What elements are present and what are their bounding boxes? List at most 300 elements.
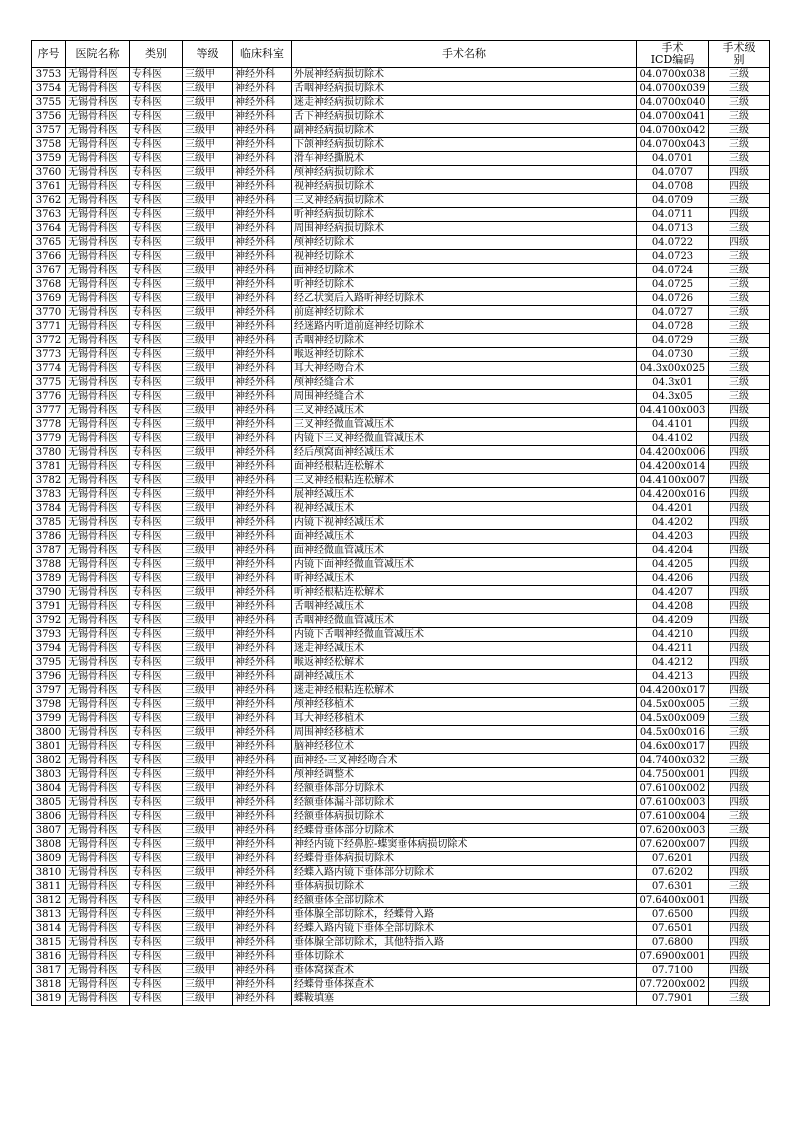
row-category: 专科医: [130, 698, 183, 712]
row-grade: 三级甲: [183, 96, 233, 110]
row-category: 专科医: [130, 768, 183, 782]
row-seq: 3813: [32, 908, 66, 922]
row-seq: 3759: [32, 152, 66, 166]
row-seq: 3807: [32, 824, 66, 838]
row-icd-code: 07.7901: [637, 992, 709, 1006]
row-seq: 3816: [32, 950, 66, 964]
row-dept: 神经外科: [233, 810, 292, 824]
row-seq: 3755: [32, 96, 66, 110]
row-seq: 3799: [32, 712, 66, 726]
row-icd-code: 07.6200x007: [637, 838, 709, 852]
row-icd-code: 04.4204: [637, 544, 709, 558]
row-surgery-name: 颅神经调整术: [292, 768, 637, 782]
row-surgery-name: 三叉神经微血管减压术: [292, 418, 637, 432]
row-grade: 三级甲: [183, 194, 233, 208]
row-grade: 三级甲: [183, 992, 233, 1006]
row-surgery-level: 四级: [709, 432, 770, 446]
row-icd-code: 04.0726: [637, 292, 709, 306]
row-surgery-name: 下颌神经病损切除术: [292, 138, 637, 152]
table-row: [32, 628, 770, 642]
row-grade: 三级甲: [183, 124, 233, 138]
row-surgery-name: 副神经病损切除术: [292, 124, 637, 138]
row-icd-code: 07.6301: [637, 880, 709, 894]
row-seq: 3803: [32, 768, 66, 782]
row-hospital: 无锡骨科医: [66, 376, 130, 390]
row-surgery-name: 副神经减压术: [292, 670, 637, 684]
row-hospital: 无锡骨科医: [66, 824, 130, 838]
row-surgery-level: 三级: [709, 880, 770, 894]
row-category: 专科医: [130, 600, 183, 614]
row-icd-code: 04.0700x039: [637, 82, 709, 96]
row-icd-code: 07.6800: [637, 936, 709, 950]
row-surgery-level: 三级: [709, 334, 770, 348]
row-surgery-level: 四级: [709, 544, 770, 558]
row-hospital: 无锡骨科医: [66, 432, 130, 446]
row-grade: 三级甲: [183, 670, 233, 684]
row-surgery-name: 舌下神经病损切除术: [292, 110, 637, 124]
row-surgery-level: 四级: [709, 530, 770, 544]
row-grade: 三级甲: [183, 964, 233, 978]
row-icd-code: 04.7500x001: [637, 768, 709, 782]
row-grade: 三级甲: [183, 740, 233, 754]
row-surgery-name: 迷走神经减压术: [292, 642, 637, 656]
row-surgery-level: 三级: [709, 810, 770, 824]
row-seq: 3777: [32, 404, 66, 418]
row-surgery-level: 三级: [709, 110, 770, 124]
row-surgery-name: 垂体腺全部切除术，其他特指入路: [292, 936, 637, 950]
row-icd-code: 04.0713: [637, 222, 709, 236]
row-surgery-level: 四级: [709, 950, 770, 964]
row-hospital: 无锡骨科医: [66, 320, 130, 334]
row-grade: 三级甲: [183, 936, 233, 950]
row-dept: 神经外科: [233, 558, 292, 572]
row-dept: 神经外科: [233, 502, 292, 516]
table-row: [32, 488, 770, 502]
row-hospital: 无锡骨科医: [66, 950, 130, 964]
row-surgery-level: 三级: [709, 82, 770, 96]
row-surgery-level: 四级: [709, 572, 770, 586]
row-hospital: 无锡骨科医: [66, 768, 130, 782]
row-icd-code: 04.4200x016: [637, 488, 709, 502]
row-category: 专科医: [130, 880, 183, 894]
row-hospital: 无锡骨科医: [66, 264, 130, 278]
row-grade: 三级甲: [183, 292, 233, 306]
row-icd-code: 04.4101: [637, 418, 709, 432]
header-grade: 等级: [183, 41, 233, 68]
table-row: [32, 334, 770, 348]
row-category: 专科医: [130, 894, 183, 908]
row-hospital: 无锡骨科医: [66, 334, 130, 348]
row-dept: 神经外科: [233, 782, 292, 796]
table-row: [32, 908, 770, 922]
header-surgery-name: 手术名称: [292, 41, 637, 68]
row-category: 专科医: [130, 544, 183, 558]
row-surgery-name: 经蝶入路内镜下垂体部分切除术: [292, 866, 637, 880]
table-row: [32, 404, 770, 418]
row-icd-code: 04.0722: [637, 236, 709, 250]
row-icd-code: 04.4207: [637, 586, 709, 600]
row-surgery-name: 迷走神经根粘连松解术: [292, 684, 637, 698]
row-seq: 3798: [32, 698, 66, 712]
row-category: 专科医: [130, 950, 183, 964]
row-dept: 神经外科: [233, 740, 292, 754]
row-dept: 神经外科: [233, 110, 292, 124]
row-hospital: 无锡骨科医: [66, 698, 130, 712]
row-dept: 神经外科: [233, 264, 292, 278]
row-surgery-name: 舌咽神经微血管减压术: [292, 614, 637, 628]
row-surgery-level: 四级: [709, 502, 770, 516]
row-category: 专科医: [130, 726, 183, 740]
row-surgery-name: 面神经微血管减压术: [292, 544, 637, 558]
table-row: [32, 306, 770, 320]
row-category: 专科医: [130, 530, 183, 544]
row-grade: 三级甲: [183, 922, 233, 936]
row-category: 专科医: [130, 684, 183, 698]
table-row: [32, 796, 770, 810]
row-icd-code: 04.3x01: [637, 376, 709, 390]
row-icd-code: 04.4213: [637, 670, 709, 684]
row-category: 专科医: [130, 292, 183, 306]
row-category: 专科医: [130, 712, 183, 726]
row-seq: 3769: [32, 292, 66, 306]
row-hospital: 无锡骨科医: [66, 894, 130, 908]
row-grade: 三级甲: [183, 152, 233, 166]
row-surgery-level: 三级: [709, 152, 770, 166]
row-hospital: 无锡骨科医: [66, 754, 130, 768]
table-row: [32, 96, 770, 110]
row-icd-code: 04.4100x003: [637, 404, 709, 418]
row-surgery-level: 四级: [709, 796, 770, 810]
row-icd-code: 07.7200x002: [637, 978, 709, 992]
row-icd-code: 04.0725: [637, 278, 709, 292]
row-hospital: 无锡骨科医: [66, 782, 130, 796]
row-hospital: 无锡骨科医: [66, 152, 130, 166]
row-category: 专科医: [130, 488, 183, 502]
row-hospital: 无锡骨科医: [66, 810, 130, 824]
row-dept: 神经外科: [233, 474, 292, 488]
row-icd-code: 04.6x00x017: [637, 740, 709, 754]
row-surgery-name: 神经内镜下经鼻腔-蝶窦垂体病损切除术: [292, 838, 637, 852]
row-grade: 三级甲: [183, 838, 233, 852]
row-category: 专科医: [130, 376, 183, 390]
row-grade: 三级甲: [183, 614, 233, 628]
row-surgery-level: 四级: [709, 936, 770, 950]
row-surgery-level: 四级: [709, 446, 770, 460]
table-row: [32, 264, 770, 278]
row-surgery-name: 前庭神经切除术: [292, 306, 637, 320]
table-row: [32, 992, 770, 1006]
table-row: [32, 82, 770, 96]
row-surgery-name: 外展神经病损切除术: [292, 68, 637, 82]
row-surgery-name: 颅神经缝合术: [292, 376, 637, 390]
row-icd-code: 04.7400x032: [637, 754, 709, 768]
row-grade: 三级甲: [183, 306, 233, 320]
row-surgery-name: 经蝶入路内镜下垂体全部切除术: [292, 922, 637, 936]
table-row: [32, 530, 770, 544]
row-grade: 三级甲: [183, 390, 233, 404]
row-category: 专科医: [130, 278, 183, 292]
row-hospital: 无锡骨科医: [66, 670, 130, 684]
row-hospital: 无锡骨科医: [66, 446, 130, 460]
row-seq: 3763: [32, 208, 66, 222]
row-surgery-level: 三级: [709, 138, 770, 152]
row-dept: 神经外科: [233, 838, 292, 852]
row-category: 专科医: [130, 418, 183, 432]
row-surgery-name: 内镜下舌咽神经微血管减压术: [292, 628, 637, 642]
row-surgery-name: 垂体切除术: [292, 950, 637, 964]
row-grade: 三级甲: [183, 978, 233, 992]
row-dept: 神经外科: [233, 306, 292, 320]
row-surgery-level: 四级: [709, 516, 770, 530]
row-dept: 神经外科: [233, 726, 292, 740]
row-category: 专科医: [130, 250, 183, 264]
row-category: 专科医: [130, 432, 183, 446]
row-surgery-level: 四级: [709, 838, 770, 852]
row-surgery-name: 面神经根粘连松解术: [292, 460, 637, 474]
row-seq: 3795: [32, 656, 66, 670]
row-surgery-name: 视神经减压术: [292, 502, 637, 516]
row-dept: 神经外科: [233, 614, 292, 628]
row-icd-code: 07.6501: [637, 922, 709, 936]
row-seq: 3784: [32, 502, 66, 516]
row-grade: 三级甲: [183, 586, 233, 600]
row-seq: 3771: [32, 320, 66, 334]
row-seq: 3781: [32, 460, 66, 474]
row-seq: 3783: [32, 488, 66, 502]
row-surgery-name: 耳大神经吻合术: [292, 362, 637, 376]
row-icd-code: 07.7100: [637, 964, 709, 978]
row-hospital: 无锡骨科医: [66, 544, 130, 558]
row-dept: 神经外科: [233, 852, 292, 866]
row-hospital: 无锡骨科医: [66, 600, 130, 614]
row-surgery-level: 三级: [709, 222, 770, 236]
row-grade: 三级甲: [183, 754, 233, 768]
table-row: [32, 572, 770, 586]
row-category: 专科医: [130, 922, 183, 936]
row-grade: 三级甲: [183, 558, 233, 572]
row-surgery-level: 四级: [709, 866, 770, 880]
row-grade: 三级甲: [183, 208, 233, 222]
row-category: 专科医: [130, 964, 183, 978]
row-seq: 3801: [32, 740, 66, 754]
row-surgery-level: 三级: [709, 726, 770, 740]
row-seq: 3818: [32, 978, 66, 992]
row-seq: 3787: [32, 544, 66, 558]
table-row: [32, 474, 770, 488]
row-dept: 神经外科: [233, 950, 292, 964]
table-row: [32, 950, 770, 964]
table-row: [32, 726, 770, 740]
row-grade: 三级甲: [183, 250, 233, 264]
row-hospital: 无锡骨科医: [66, 180, 130, 194]
row-seq: 3794: [32, 642, 66, 656]
row-surgery-level: 四级: [709, 488, 770, 502]
row-grade: 三级甲: [183, 698, 233, 712]
row-dept: 神经外科: [233, 362, 292, 376]
row-category: 专科医: [130, 642, 183, 656]
row-icd-code: 04.4206: [637, 572, 709, 586]
row-category: 专科医: [130, 166, 183, 180]
row-surgery-level: 四级: [709, 236, 770, 250]
header-category: 类别: [130, 41, 183, 68]
header-dept: 临床科室: [233, 41, 292, 68]
row-hospital: 无锡骨科医: [66, 558, 130, 572]
table-row: [32, 446, 770, 460]
row-hospital: 无锡骨科医: [66, 138, 130, 152]
row-seq: 3760: [32, 166, 66, 180]
table-row: [32, 642, 770, 656]
table-row: [32, 250, 770, 264]
row-grade: 三级甲: [183, 908, 233, 922]
row-category: 专科医: [130, 838, 183, 852]
row-hospital: 无锡骨科医: [66, 726, 130, 740]
row-surgery-level: 四级: [709, 628, 770, 642]
row-surgery-name: 颅神经病损切除术: [292, 166, 637, 180]
row-icd-code: 04.4203: [637, 530, 709, 544]
row-surgery-name: 颅神经移植术: [292, 698, 637, 712]
row-grade: 三级甲: [183, 166, 233, 180]
row-category: 专科医: [130, 236, 183, 250]
row-category: 专科医: [130, 558, 183, 572]
row-surgery-level: 四级: [709, 586, 770, 600]
row-dept: 神经外科: [233, 600, 292, 614]
row-category: 专科医: [130, 222, 183, 236]
row-surgery-name: 经蝶骨垂体部分切除术: [292, 824, 637, 838]
row-grade: 三级甲: [183, 474, 233, 488]
row-seq: 3766: [32, 250, 66, 264]
row-hospital: 无锡骨科医: [66, 502, 130, 516]
row-surgery-level: 四级: [709, 642, 770, 656]
row-icd-code: 04.0729: [637, 334, 709, 348]
row-category: 专科医: [130, 446, 183, 460]
row-icd-code: 04.4100x007: [637, 474, 709, 488]
row-seq: 3775: [32, 376, 66, 390]
row-surgery-level: 三级: [709, 250, 770, 264]
row-hospital: 无锡骨科医: [66, 712, 130, 726]
table-row: [32, 936, 770, 950]
row-dept: 神经外科: [233, 404, 292, 418]
row-hospital: 无锡骨科医: [66, 488, 130, 502]
row-dept: 神经外科: [233, 936, 292, 950]
row-dept: 神经外科: [233, 278, 292, 292]
row-seq: 3774: [32, 362, 66, 376]
row-surgery-level: 三级: [709, 348, 770, 362]
row-seq: 3785: [32, 516, 66, 530]
row-dept: 神经外科: [233, 152, 292, 166]
row-surgery-level: 三级: [709, 68, 770, 82]
row-surgery-name: 颅神经切除术: [292, 236, 637, 250]
header-hospital: 医院名称: [66, 41, 130, 68]
row-grade: 三级甲: [183, 600, 233, 614]
table-row: [32, 614, 770, 628]
row-surgery-name: 视神经切除术: [292, 250, 637, 264]
row-icd-code: 04.4202: [637, 516, 709, 530]
row-dept: 神经外科: [233, 208, 292, 222]
row-surgery-level: 四级: [709, 180, 770, 194]
row-icd-code: 04.4210: [637, 628, 709, 642]
table-row: [32, 600, 770, 614]
row-category: 专科医: [130, 138, 183, 152]
row-hospital: 无锡骨科医: [66, 922, 130, 936]
row-surgery-name: 垂体窝探查术: [292, 964, 637, 978]
row-dept: 神经外科: [233, 586, 292, 600]
row-icd-code: 04.4201: [637, 502, 709, 516]
row-hospital: 无锡骨科医: [66, 348, 130, 362]
row-grade: 三级甲: [183, 222, 233, 236]
row-surgery-level: 四级: [709, 166, 770, 180]
row-hospital: 无锡骨科医: [66, 656, 130, 670]
row-category: 专科医: [130, 334, 183, 348]
row-surgery-name: 经蝶骨垂体探查术: [292, 978, 637, 992]
row-surgery-name: 面神经切除术: [292, 264, 637, 278]
row-dept: 神经外科: [233, 82, 292, 96]
row-seq: 3815: [32, 936, 66, 950]
row-surgery-level: 四级: [709, 782, 770, 796]
row-grade: 三级甲: [183, 264, 233, 278]
row-surgery-name: 面神经减压术: [292, 530, 637, 544]
row-icd-code: 04.0701: [637, 152, 709, 166]
table-row: [32, 866, 770, 880]
row-surgery-level: 四级: [709, 614, 770, 628]
row-hospital: 无锡骨科医: [66, 992, 130, 1006]
row-icd-code: 04.4102: [637, 432, 709, 446]
row-surgery-name: 经额垂体全部切除术: [292, 894, 637, 908]
row-dept: 神经外科: [233, 516, 292, 530]
row-seq: 3780: [32, 446, 66, 460]
row-surgery-level: 三级: [709, 362, 770, 376]
row-grade: 三级甲: [183, 110, 233, 124]
row-category: 专科医: [130, 866, 183, 880]
row-grade: 三级甲: [183, 866, 233, 880]
row-seq: 3790: [32, 586, 66, 600]
row-grade: 三级甲: [183, 516, 233, 530]
row-category: 专科医: [130, 614, 183, 628]
row-surgery-level: 三级: [709, 306, 770, 320]
row-surgery-name: 听神经病损切除术: [292, 208, 637, 222]
table-row: [32, 236, 770, 250]
row-icd-code: 07.6202: [637, 866, 709, 880]
row-hospital: 无锡骨科医: [66, 278, 130, 292]
row-category: 专科医: [130, 978, 183, 992]
row-seq: 3800: [32, 726, 66, 740]
row-grade: 三级甲: [183, 656, 233, 670]
table-row: [32, 558, 770, 572]
row-grade: 三级甲: [183, 544, 233, 558]
row-grade: 三级甲: [183, 488, 233, 502]
table-row: [32, 418, 770, 432]
row-seq: 3788: [32, 558, 66, 572]
row-grade: 三级甲: [183, 796, 233, 810]
row-grade: 三级甲: [183, 460, 233, 474]
row-surgery-level: 三级: [709, 292, 770, 306]
row-surgery-level: 三级: [709, 712, 770, 726]
row-surgery-level: 四级: [709, 474, 770, 488]
row-seq: 3810: [32, 866, 66, 880]
row-surgery-name: 听神经根粘连松解术: [292, 586, 637, 600]
row-dept: 神经外科: [233, 180, 292, 194]
row-dept: 神经外科: [233, 824, 292, 838]
header-icd: 手术 ICD编码: [637, 41, 709, 68]
table-row: [32, 194, 770, 208]
row-grade: 三级甲: [183, 82, 233, 96]
row-dept: 神经外科: [233, 432, 292, 446]
table-row: [32, 180, 770, 194]
table-row: [32, 152, 770, 166]
row-surgery-level: 三级: [709, 376, 770, 390]
table-row: [32, 390, 770, 404]
row-icd-code: 04.0700x040: [637, 96, 709, 110]
row-grade: 三级甲: [183, 950, 233, 964]
